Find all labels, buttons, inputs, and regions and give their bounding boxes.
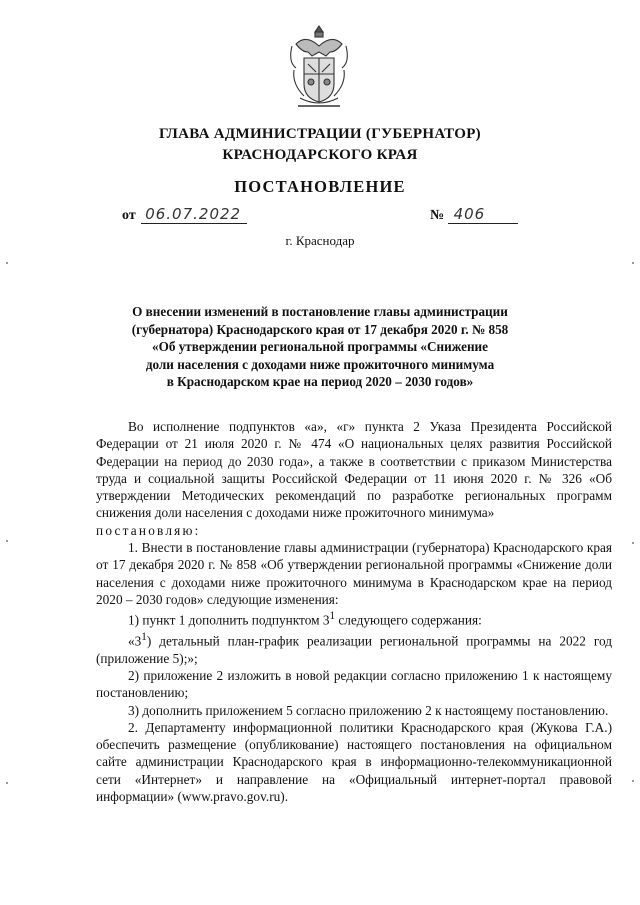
scan-mark bbox=[632, 542, 634, 544]
item-1-2: 2) приложение 2 изложить в новой редакции согласно приложению 1 к настоящему постановлению; bbox=[96, 668, 612, 701]
item-1-1 bbox=[96, 608, 612, 629]
number-prefix: № bbox=[430, 208, 445, 223]
date-handwritten: 06.07.2022 bbox=[141, 205, 247, 224]
item-2: 2. Департаменту информационной политики Краснодарского края (Жукова Г.А.) обеспечить размещение (опубликование) настоящего постановления на официальном сайте администрации Краснодарского края в информационно-телекоммуникационной сети «Интернет» и направление на «Официальный интернет-портал правовой информации» (www.pravo.gov.ru). bbox=[96, 719, 612, 805]
subject-line-3: «Об утверждении региональной программы «Снижение bbox=[151, 339, 489, 355]
preamble-paragraph: Во исполнение подпунктов «а», «г» пункта 2 Указа Президента Российской Федерации от 21 июля 2020 г. № 474 «О национальных целях развития Российской Федерации на период до 2030 года», а также в соответствии с приказом Министерства труда и социальной защиты Российской Федерации от 11 июня 2020 г. № 326 «Об утверждении Методических рекомендаций по разработке региональных программ снижения доли населения с доходами ниже прожиточного минимума» bbox=[96, 419, 612, 521]
item-1-3: 3) дополнить приложением 5 согласно приложению 2 к настоящему постановлению. bbox=[128, 702, 609, 718]
authority-line-2: КРАСНОДАРСКОГО КРАЯ bbox=[222, 147, 418, 163]
date-prefix: от bbox=[122, 208, 136, 223]
scan-mark bbox=[632, 780, 634, 782]
document-body bbox=[96, 418, 612, 805]
scan-mark bbox=[6, 540, 8, 542]
scan-mark bbox=[6, 782, 8, 784]
item-1-1-quote-a: «3 bbox=[128, 633, 142, 649]
item-1: 1. Внести в постановление главы администрации (губернатора) Краснодарского края от 17 декабря 2020 г. № 858 «Об утверждении региональной программы «Снижение доли населения с доходами ниже прожиточного минимума в Краснодарском крае на период 2020 – 2030 годов» следующие изменения: bbox=[96, 540, 612, 607]
item-1-1-quote bbox=[96, 629, 612, 667]
number-handwritten: 406 bbox=[448, 205, 518, 224]
item-1-1-text-b: следующего содержания: bbox=[335, 612, 482, 628]
date-line bbox=[122, 205, 247, 224]
item-1-1-text-a: 1) пункт 1 дополнить подпунктом 3 bbox=[128, 612, 330, 628]
city: г. Краснодар bbox=[285, 233, 355, 248]
coat-of-arms-icon bbox=[286, 22, 352, 110]
subject-line-2: (губернатора) Краснодарского края от 17 декабря 2020 г. № 858 bbox=[131, 321, 509, 337]
authority-line-1: ГЛАВА АДМИНИСТРАЦИИ (ГУБЕРНАТОР) bbox=[159, 126, 481, 142]
item-1-1-quote-sup: 1 bbox=[141, 630, 147, 643]
scan-mark bbox=[632, 262, 634, 264]
subject-line-4: доли населения с доходами ниже прожиточного минимума bbox=[145, 356, 495, 372]
decree-word: постановляю: bbox=[96, 522, 201, 538]
issuing-authority bbox=[0, 124, 640, 166]
number-line bbox=[430, 205, 518, 224]
subject-title bbox=[60, 303, 580, 391]
subject-line-5: в Краснодарском крае на период 2020 – 2030 годов» bbox=[166, 374, 474, 390]
document-type: ПОСТАНОВЛЕНИЕ bbox=[234, 177, 406, 196]
subject-line-1: О внесении изменений в постановление главы администрации bbox=[132, 304, 508, 319]
item-1-1-quote-b: ) детальный план-график реализации региональной программы на 2022 год (приложение 5);»; bbox=[96, 633, 612, 666]
scan-mark bbox=[6, 262, 8, 264]
item-1-1-sup: 1 bbox=[329, 610, 336, 623]
